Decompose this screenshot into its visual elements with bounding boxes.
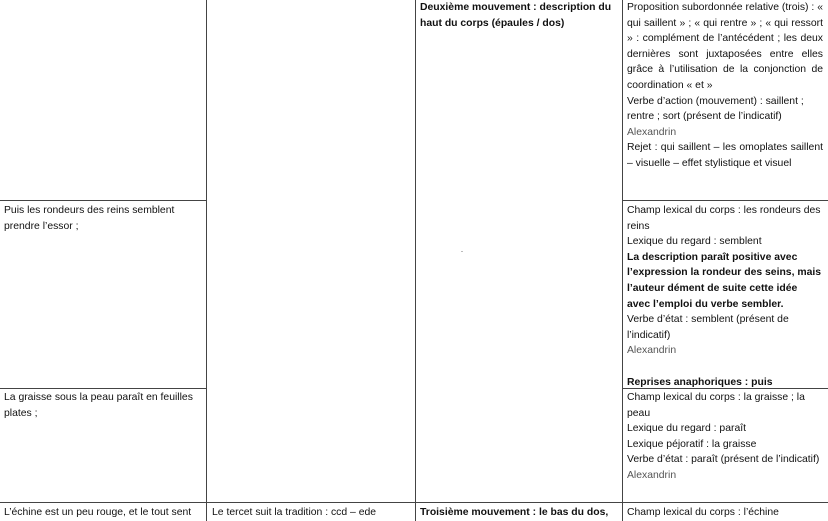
analysis-text: Verbe d’état : paraît (présent de l’indicatif)	[627, 454, 820, 466]
analysis-cell-3	[627, 390, 823, 484]
row-divider	[0, 200, 207, 201]
meter-note: Alexandrin	[627, 126, 677, 138]
analysis-highlight: La description paraît positive avec l’expression la rondeur des seins, mais l’auteur dément de suite cette idée avec l’emploi du verbe sembler.	[627, 251, 822, 310]
analysis-text: Rejet : qui saillent – les omoplates saillent – visuelle – effet stylistique et visuel	[627, 142, 823, 169]
scan-speck	[461, 251, 463, 252]
analysis-text: Champ lexical du corps : la graisse ; la peau	[627, 392, 805, 419]
analysis-cell-4: Champ lexical du corps : l’échine	[627, 507, 779, 518]
column-divider	[622, 0, 623, 521]
analysis-cell-2	[627, 203, 823, 390]
spacer	[627, 359, 823, 375]
analysis-text: Lexique du regard : paraît	[627, 423, 746, 435]
analysis-text: Proposition subordonnée relative (trois) : « qui saillent » ; « qui rentre » ; « qui ressort » : complément de l’antécédent ; les deux dernières sont juxtaposées entre elles grâce à l’utilisation de la conjonction de coordination « et »	[627, 2, 823, 91]
verse-line-4: L’échine est un peu rouge, et le tout sent	[4, 507, 192, 518]
analysis-text: Champ lexical du corps : les rondeurs des reins	[627, 205, 821, 232]
meter-note: Alexandrin	[627, 469, 677, 481]
verse-line-3: La graisse sous la peau paraît en feuilles plates ;	[4, 392, 193, 419]
analysis-text: Verbe d’action (mouvement) : saillent ; rentre ; sort (présent de l’indicatif)	[627, 95, 804, 123]
analysis-text: Verbe d’état : semblent (présent de l’indicatif)	[627, 314, 789, 341]
tercet-remark: Le tercet suit la tradition : ccd – ede	[212, 507, 377, 518]
row-divider	[0, 388, 207, 389]
analysis-cell-1	[627, 0, 823, 172]
movement-heading-2: Deuxième mouvement : description du haut du corps (épaules / dos)	[420, 2, 612, 29]
verse-line-2: Puis les rondeurs des reins semblent prendre l’essor ;	[4, 205, 175, 232]
column-divider	[206, 0, 207, 521]
column-divider	[415, 0, 416, 521]
meter-note: Alexandrin	[627, 345, 677, 357]
movement-heading-3: Troisième mouvement : le bas du dos,	[420, 507, 609, 518]
row-divider	[622, 200, 828, 201]
analysis-highlight: Reprises anaphoriques : puis	[627, 376, 773, 388]
analysis-text: Lexique péjoratif : la graisse	[627, 438, 757, 450]
row-divider	[0, 502, 828, 503]
analysis-text: Lexique du regard : semblent	[627, 236, 762, 248]
